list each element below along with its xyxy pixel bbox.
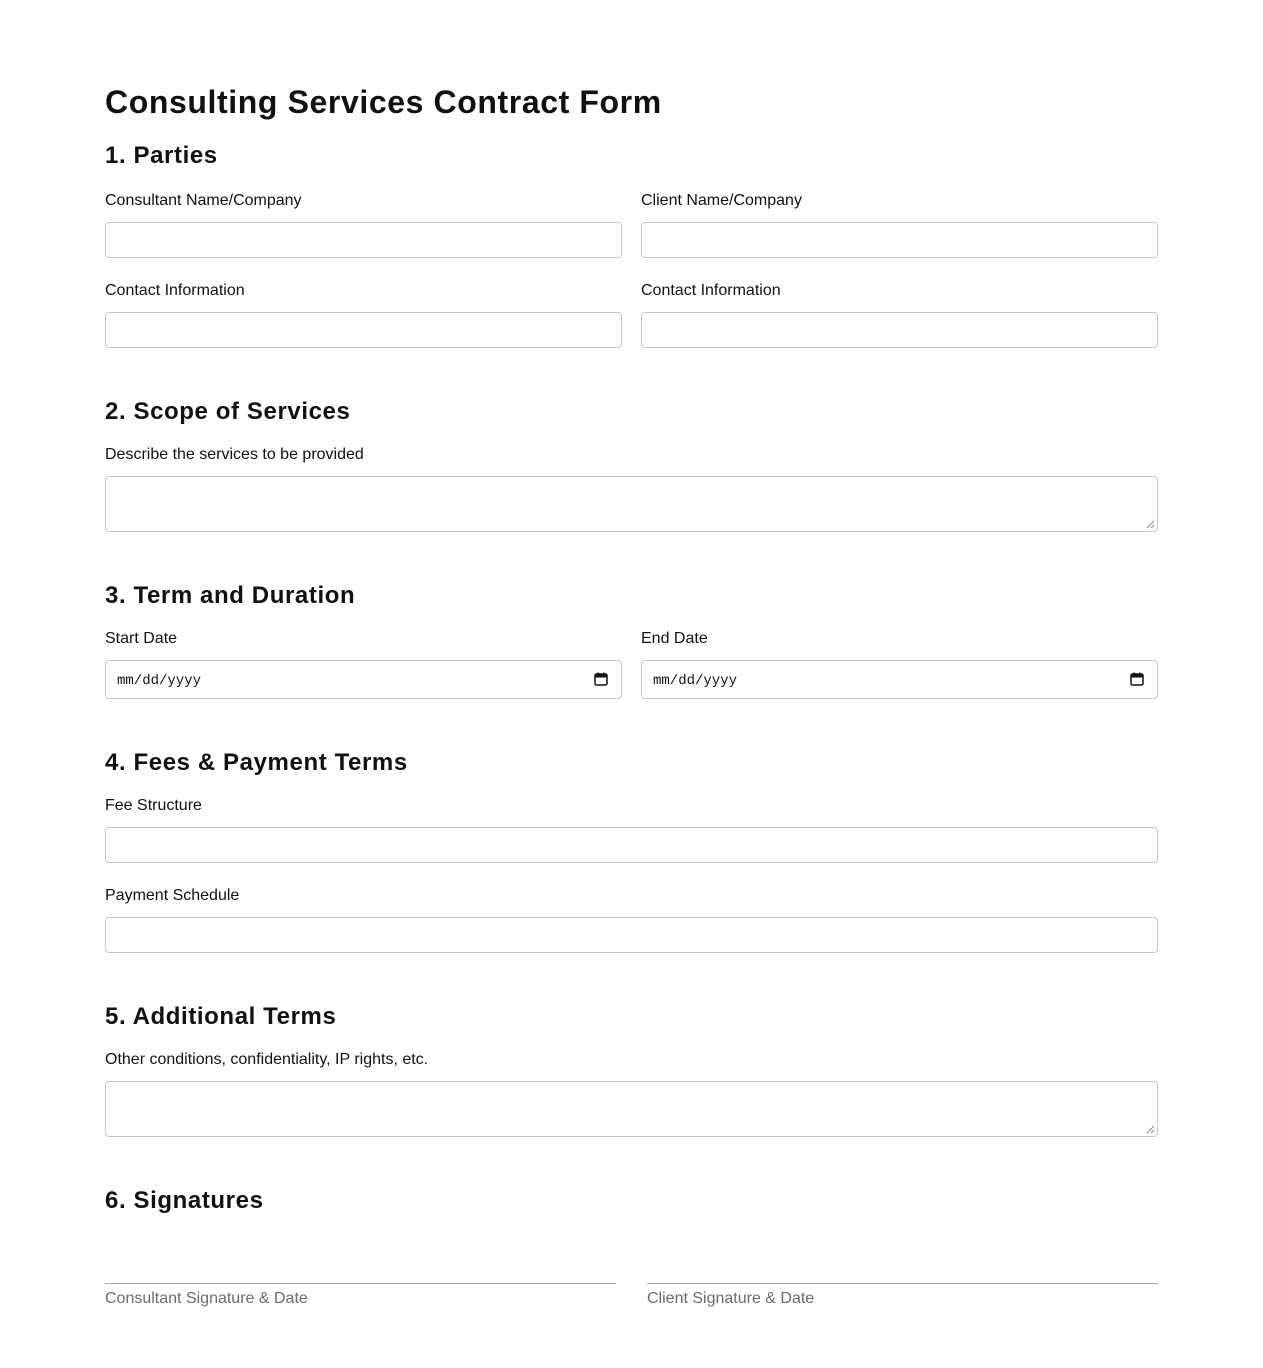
consultant-signature-line — [105, 1283, 616, 1284]
client-contact-group — [641, 282, 1158, 348]
additional-terms-label: Other conditions, confidentiality, IP rights, etc. — [105, 1051, 429, 1068]
section-heading-parties: 1. Parties — [105, 142, 218, 169]
end-date-placeholder: mm/dd/yyyy — [653, 673, 738, 689]
client-contact-label: Contact Information — [641, 282, 781, 299]
client-name-group — [641, 192, 1158, 258]
client-signature-label: Client Signature & Date — [647, 1290, 815, 1307]
consultant-signature-block — [105, 1283, 616, 1308]
additional-terms-textarea[interactable] — [105, 1081, 1158, 1137]
page-title: Consulting Services Contract Form — [105, 84, 662, 120]
resize-grip-icon[interactable] — [1146, 520, 1155, 529]
client-name-input[interactable] — [641, 222, 1158, 258]
start-date-group — [105, 630, 622, 699]
end-date-input[interactable] — [641, 660, 1158, 699]
services-label: Describe the services to be provided — [105, 446, 364, 463]
term-row-dates — [105, 630, 1158, 699]
signature-row — [105, 1283, 1158, 1308]
end-date-label: End Date — [641, 630, 708, 647]
start-date-input[interactable] — [105, 660, 622, 699]
section-heading-fees: 4. Fees & Payment Terms — [105, 749, 408, 776]
consultant-contact-label: Contact Information — [105, 282, 245, 299]
consultant-contact-group — [105, 282, 622, 348]
consultant-name-input[interactable] — [105, 222, 622, 258]
section-heading-signatures: 6. Signatures — [105, 1187, 264, 1214]
start-date-placeholder: mm/dd/yyyy — [117, 673, 202, 689]
payment-schedule-label: Payment Schedule — [105, 887, 240, 904]
payment-schedule-input[interactable] — [105, 917, 1158, 953]
consultant-name-label: Consultant Name/Company — [105, 192, 302, 209]
resize-grip-icon[interactable] — [1146, 1125, 1155, 1134]
client-signature-line — [647, 1283, 1158, 1284]
parties-row-names — [105, 192, 1158, 258]
client-signature-block — [647, 1283, 1158, 1308]
end-date-group — [641, 630, 1158, 699]
parties-row-contacts — [105, 282, 1158, 348]
services-textarea[interactable] — [105, 476, 1158, 532]
calendar-icon[interactable] — [594, 672, 608, 686]
client-contact-input[interactable] — [641, 312, 1158, 348]
form-container — [105, 84, 1158, 1308]
consultant-name-group — [105, 192, 622, 258]
section-heading-additional: 5. Additional Terms — [105, 1003, 337, 1030]
fee-structure-label: Fee Structure — [105, 797, 202, 814]
consultant-contact-input[interactable] — [105, 312, 622, 348]
calendar-icon[interactable] — [1130, 672, 1144, 686]
section-heading-scope: 2. Scope of Services — [105, 398, 351, 425]
start-date-label: Start Date — [105, 630, 178, 647]
fee-structure-input[interactable] — [105, 827, 1158, 863]
client-name-label: Client Name/Company — [641, 192, 802, 209]
section-heading-term: 3. Term and Duration — [105, 582, 356, 609]
consultant-signature-label: Consultant Signature & Date — [105, 1290, 308, 1307]
